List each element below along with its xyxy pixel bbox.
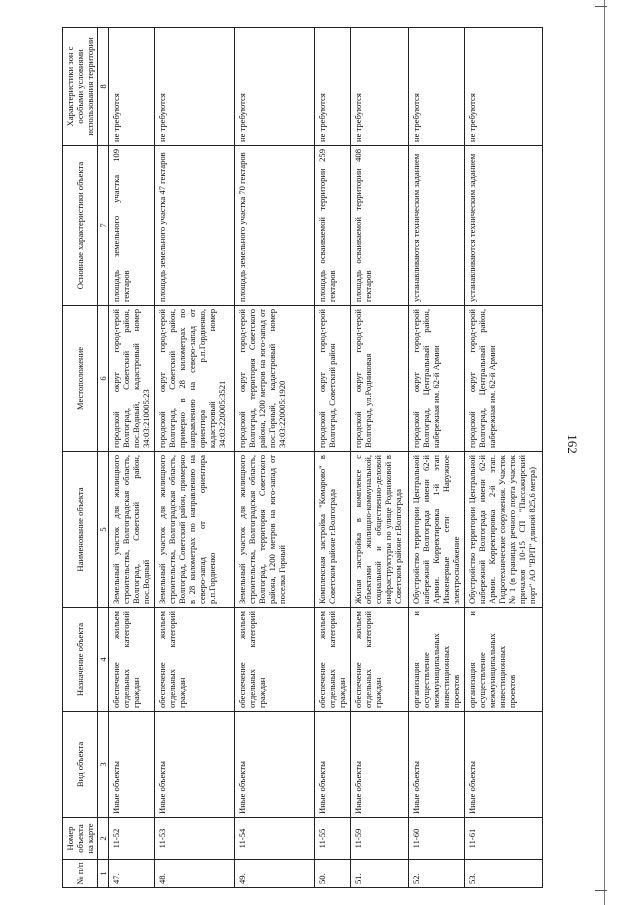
header-cell: Вид объекта	[63, 712, 98, 818]
column-number: 2	[98, 818, 109, 860]
object-zones: не требуются	[315, 28, 351, 146]
object-purpose: обеспечение жильем отдельных категорий граждан	[155, 608, 235, 712]
row-number: 49.	[235, 860, 315, 888]
object-purpose: организация и осуществление межмуниципальных инвестиционных проектов	[465, 608, 543, 712]
header-cell: Местоположение	[63, 306, 98, 452]
object-characteristics: площадь земельного участка 70 гектаров	[235, 146, 315, 306]
table-row	[235, 28, 315, 888]
object-characteristics: площадь земельного участка 109 гектаров	[109, 146, 155, 306]
table-row	[465, 28, 543, 888]
table-row	[109, 28, 155, 888]
object-kind: Иные объекты	[465, 712, 543, 818]
object-code: 11-52	[109, 818, 155, 860]
table-row	[315, 28, 351, 888]
page-number: 162	[565, 434, 580, 454]
column-number: 8	[98, 28, 109, 146]
object-purpose: обеспечение жильем отдельных категорий граждан	[109, 608, 155, 712]
object-name: Земельный участок для жилищного строительства, Волгоградская область, Волгоград, территория Советского района, 1200 метров на юго-запад от поселка Горный	[235, 452, 315, 608]
object-purpose: обеспечение жильем отдельных категорий граждан	[315, 608, 351, 712]
header-cell: № п/п	[63, 860, 98, 888]
row-number: 53.	[465, 860, 543, 888]
object-name: Обустройство территории Центральной набережной Волгограда имени 62-й Армии. Корректировка 2-й этап. Гидротехнические сооружения. Участок № 1 (в границах речного порта участок причалов 10-15 СП "Пассажирский порт" АО "ВРП" длиной 825,6 метра)	[465, 452, 543, 608]
object-zones: не требуются	[465, 28, 543, 146]
object-code: 11-59	[351, 818, 409, 860]
table-header-row	[63, 28, 98, 888]
object-location: городской округ город-герой Волгоград, Центральный район, набережная им. 62-й Армии	[465, 306, 543, 452]
column-number: 6	[98, 306, 109, 452]
column-number: 5	[98, 452, 109, 608]
object-zones: не требуются	[235, 28, 315, 146]
object-location: городской округ город-герой Волгоград, Советский район	[315, 306, 351, 452]
row-number: 50.	[315, 860, 351, 888]
table-row	[409, 28, 465, 888]
object-name: Земельный участок для жилищного строительства, Волгоградская область, Волгоград, Советский район, пос.Водный	[109, 452, 155, 608]
row-number: 47.	[109, 860, 155, 888]
column-number: 7	[98, 146, 109, 306]
object-zones: не требуются	[351, 28, 409, 146]
object-characteristics: площадь осваиваемой территории 408 гектаров	[351, 146, 409, 306]
rotated-table-container	[62, 28, 542, 888]
object-code: 11-55	[315, 818, 351, 860]
page-edge-mark	[595, 890, 607, 891]
object-purpose: организация и осуществление межмуниципальных инвестиционных проектов	[409, 608, 465, 712]
header-cell: Наименование объекта	[63, 452, 98, 608]
object-code: 11-60	[409, 818, 465, 860]
page-edge-line	[604, 0, 605, 905]
column-number: 4	[98, 608, 109, 712]
row-number: 48.	[155, 860, 235, 888]
header-cell: Характеристики зон с особыми условиями использования территории	[63, 28, 98, 146]
object-code: 11-53	[155, 818, 235, 860]
object-characteristics: площадь земельного участка 47 гектаров	[155, 146, 235, 306]
row-number: 51.	[351, 860, 409, 888]
header-cell: Назначение объекта	[63, 608, 98, 712]
object-location: городской округ город-герой Волгоград, территория Советского района, 1200 метров на юго-запад от пос.Горный, кадастровый номер 34:03:220005:1920	[235, 306, 315, 452]
object-name: Обустройство территории Центральной набережной Волгограда имени 62-й Армии. Корректировка 1-й этап Инженерные сети Наружное электроснабжение	[409, 452, 465, 608]
object-code: 11-61	[465, 818, 543, 860]
object-location: городской округ город-герой Волгоград, ул.Родниковая	[351, 306, 409, 452]
object-zones: не требуются	[109, 28, 155, 146]
table-row	[351, 28, 409, 888]
object-location: городской округ город-герой Волгоград, Советский район, примерно в 28 километрах по направлению на северо-запад от ориентира р.п.Гордиенко, кадастровый номер 34:03:220005:3521	[155, 306, 235, 452]
row-number: 52.	[409, 860, 465, 888]
object-kind: Иные объекты	[155, 712, 235, 818]
header-cell: Основные характеристики объекта	[63, 146, 98, 306]
object-kind: Иные объекты	[315, 712, 351, 818]
object-characteristics: устанавливаются техническим заданием	[465, 146, 543, 306]
object-kind: Иные объекты	[351, 712, 409, 818]
page-edge-mark	[595, 6, 607, 7]
objects-table	[62, 27, 543, 888]
column-number: 3	[98, 712, 109, 818]
object-name: Комплексная застройка "Комарово" в Советском районе г.Волгограда	[315, 452, 351, 608]
object-kind: Иные объекты	[109, 712, 155, 818]
object-zones: не требуются	[409, 28, 465, 146]
column-number-row	[98, 28, 109, 888]
object-purpose: обеспечение жильем отдельных категорий граждан	[235, 608, 315, 712]
table-row	[155, 28, 235, 888]
object-location: городской округ город-герой Волгоград, Центральный район, набережная им. 62-й Армии	[409, 306, 465, 452]
object-purpose: обеспечение жильем отдельных категорий граждан	[351, 608, 409, 712]
object-zones: не требуются	[155, 28, 235, 146]
object-characteristics: устанавливаются техническим заданием	[409, 146, 465, 306]
object-name: Жилая застройка в комплексе с объектами жилищно-коммунальной, социальной и общественно-деловой инфраструктуры по улице Родниковой в Советском районе г.Волгограда	[351, 452, 409, 608]
header-cell: Номер объекта на карте	[63, 818, 98, 860]
object-code: 11-54	[235, 818, 315, 860]
object-kind: Иные объекты	[235, 712, 315, 818]
column-number: 1	[98, 860, 109, 888]
object-kind: Иные объекты	[409, 712, 465, 818]
object-characteristics: площадь осваиваемой территории 259 гектаров	[315, 146, 351, 306]
object-location: городской округ город-герой Волгоград, Советский район, пос.Водный, кадастровый номер 34:03:210005:23	[109, 306, 155, 452]
object-name: Земельный участок для жилищного строительства, Волгоградская область, Волгоград, Советский район, примерно в 28 километрах по направлению на северо-запад от ориентира р.п.Гордиенко	[155, 452, 235, 608]
